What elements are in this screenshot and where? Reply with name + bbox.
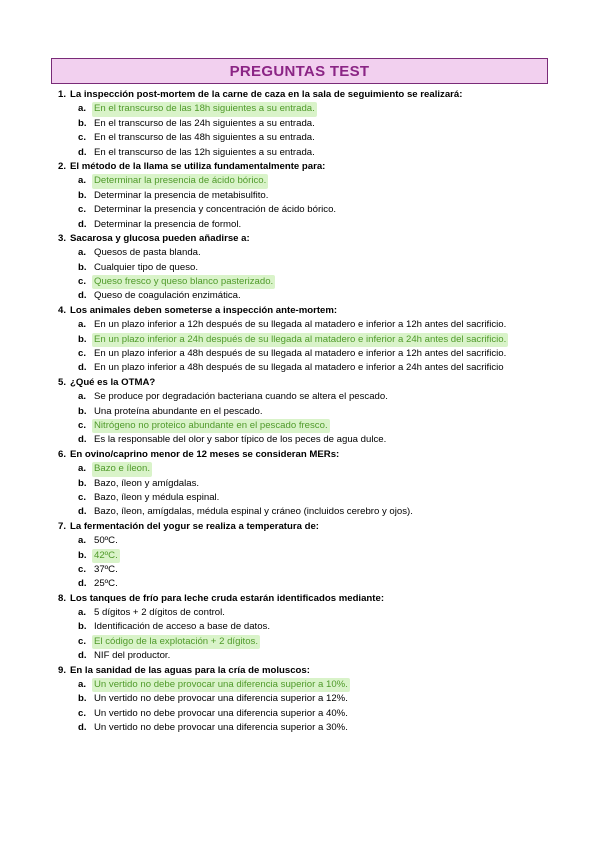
- option-letter: b.: [78, 405, 87, 417]
- option-text: Un vertido no debe provocar una diferencia superior a 12%.: [94, 693, 348, 705]
- option-text: 42ºC.: [92, 549, 120, 563]
- question-item: [58, 160, 538, 232]
- question-text: El método de la llama se utiliza fundamentalmente para:: [70, 160, 326, 172]
- option-letter: d.: [78, 362, 87, 374]
- option-letter: d.: [78, 578, 87, 590]
- question-heading: [58, 448, 538, 462]
- answer-option: [58, 246, 538, 260]
- answer-option-correct: [58, 462, 538, 476]
- question-heading: [58, 592, 538, 606]
- answer-option: [58, 289, 538, 303]
- title-banner: [51, 58, 548, 84]
- option-text: Bazo, íleon y médula espinal.: [94, 491, 220, 503]
- question-number: 7.: [58, 520, 67, 532]
- answer-option: [58, 491, 538, 505]
- option-letter: a.: [78, 679, 87, 691]
- answer-option: [58, 707, 538, 721]
- question-number: 3.: [58, 232, 67, 244]
- option-text: Cualquier tipo de queso.: [94, 261, 199, 273]
- option-text: En un plazo inferior a 24h después de su llegada al matadero e inferior a 24h antes del sacrificio.: [92, 333, 508, 347]
- question-item: [58, 448, 538, 520]
- option-text: En el transcurso de las 48h siguientes a su entrada.: [94, 132, 315, 144]
- option-letter: c.: [78, 707, 87, 719]
- option-text: 5 dígitos + 2 dígitos de control.: [94, 607, 225, 619]
- option-letter: a.: [78, 391, 87, 403]
- answer-option: [58, 390, 538, 404]
- question-list: [58, 88, 538, 736]
- option-letter: b.: [78, 693, 87, 705]
- option-letter: c.: [78, 491, 87, 503]
- option-letter: a.: [78, 319, 87, 331]
- option-text: En un plazo inferior a 48h después de su llegada al matadero e inferior a 12h antes del sacrificio.: [94, 348, 507, 360]
- answer-option: [58, 218, 538, 232]
- question-text: ¿Qué es la OTMA?: [70, 376, 156, 388]
- answer-option: [58, 405, 538, 419]
- option-letter: a.: [78, 535, 87, 547]
- answer-option-correct: [58, 275, 538, 289]
- option-text: En un plazo inferior a 48h después de su llegada al matadero e inferior a 24h antes del sacrificio: [94, 362, 504, 374]
- option-text: Un vertido no debe provocar una diferencia superior a 10%.: [92, 678, 350, 692]
- answer-option: [58, 620, 538, 634]
- answer-option: [58, 131, 538, 145]
- answer-option: [58, 649, 538, 663]
- option-text: Queso fresco y queso blanco pasterizado.: [92, 275, 275, 289]
- option-letter: c.: [78, 276, 87, 288]
- option-text: Un vertido no debe provocar una diferencia superior a 30%.: [94, 722, 348, 734]
- answer-option: [58, 361, 538, 375]
- question-text: Los animales deben someterse a inspección ante-mortem:: [70, 304, 338, 316]
- answer-option: [58, 577, 538, 591]
- option-text: Quesos de pasta blanda.: [94, 247, 201, 259]
- question-number: 5.: [58, 376, 67, 388]
- question-number: 4.: [58, 304, 67, 316]
- answer-option-correct: [58, 174, 538, 188]
- answer-option: [58, 189, 538, 203]
- answer-option: [58, 534, 538, 548]
- option-letter: c.: [78, 132, 87, 144]
- option-text: Identificación de acceso a base de datos.: [94, 621, 271, 633]
- option-letter: b.: [78, 261, 87, 273]
- option-letter: c.: [78, 204, 87, 216]
- answer-option: [58, 721, 538, 735]
- answer-option: [58, 563, 538, 577]
- option-letter: c.: [78, 635, 87, 647]
- question-text: La fermentación del yogur se realiza a temperatura de:: [70, 520, 319, 532]
- option-text: El código de la explotación + 2 dígitos.: [92, 635, 260, 649]
- answer-option-correct: [58, 419, 538, 433]
- option-text: Determinar la presencia de formol.: [94, 218, 242, 230]
- option-letter: d.: [78, 434, 87, 446]
- option-text: Es la responsable del olor y sabor típico de los peces de agua dulce.: [94, 434, 387, 446]
- question-heading: [58, 664, 538, 678]
- question-number: 6.: [58, 448, 67, 460]
- answer-option: [58, 692, 538, 706]
- question-text: En la sanidad de las aguas para la cría de moluscos:: [70, 664, 310, 676]
- answer-option: [58, 146, 538, 160]
- question-text: En ovino/caprino menor de 12 meses se consideran MERs:: [70, 448, 340, 460]
- answer-option: [58, 117, 538, 131]
- option-letter: c.: [78, 419, 87, 431]
- option-text: Determinar la presencia y concentración de ácido bórico.: [94, 204, 337, 216]
- answer-option: [58, 318, 538, 332]
- answer-option-correct: [58, 678, 538, 692]
- option-letter: a.: [78, 175, 87, 187]
- option-letter: b.: [78, 477, 87, 489]
- question-heading: [58, 160, 538, 174]
- option-letter: d.: [78, 290, 87, 302]
- option-letter: d.: [78, 722, 87, 734]
- answer-option: [58, 261, 538, 275]
- option-text: Bazo e íleon.: [92, 462, 152, 476]
- option-text: Bazo, íleon y amígdalas.: [94, 477, 200, 489]
- option-letter: b.: [78, 549, 87, 561]
- option-letter: a.: [78, 607, 87, 619]
- option-letter: b.: [78, 621, 87, 633]
- question-item: [58, 304, 538, 376]
- option-text: En el transcurso de las 18h siguientes a su entrada.: [92, 102, 317, 116]
- option-letter: a.: [78, 247, 87, 259]
- option-text: Determinar la presencia de ácido bórico.: [92, 174, 268, 188]
- question-item: [58, 88, 538, 160]
- question-text: Los tanques de frío para leche cruda estarán identificados mediante:: [70, 592, 385, 604]
- option-letter: c.: [78, 563, 87, 575]
- answer-option: [58, 505, 538, 519]
- option-text: Nitrógeno no proteico abundante en el pescado fresco.: [92, 419, 330, 433]
- option-letter: a.: [78, 103, 87, 115]
- answer-option-correct: [58, 635, 538, 649]
- answer-option-correct: [58, 549, 538, 563]
- option-text: 37ºC.: [94, 563, 118, 575]
- option-letter: d.: [78, 218, 87, 230]
- option-letter: d.: [78, 146, 87, 158]
- question-item: [58, 520, 538, 592]
- answer-option: [58, 203, 538, 217]
- option-text: Bazo, íleon, amígdalas, médula espinal y cráneo (incluidos cerebro y ojos).: [94, 506, 413, 518]
- option-text: Una proteína abundante en el pescado.: [94, 405, 263, 417]
- question-text: La inspección post-mortem de la carne de caza en la sala de seguimiento se realizará:: [70, 89, 463, 100]
- question-number: 8.: [58, 592, 67, 604]
- option-letter: b.: [78, 333, 87, 345]
- option-text: Se produce por degradación bacteriana cuando se altera el pescado.: [94, 391, 388, 403]
- question-item: [58, 376, 538, 448]
- answer-option: [58, 347, 538, 361]
- answer-option: [58, 433, 538, 447]
- question-heading: [58, 232, 538, 246]
- option-text: Un vertido no debe provocar una diferencia superior a 40%.: [94, 707, 348, 719]
- question-item: [58, 592, 538, 664]
- question-heading: [58, 88, 538, 102]
- answer-option-correct: [58, 333, 538, 347]
- option-text: En el transcurso de las 12h siguientes a su entrada.: [94, 146, 315, 158]
- question-heading: [58, 520, 538, 534]
- option-text: Determinar la presencia de metabisulfito.: [94, 189, 269, 201]
- question-item: [58, 232, 538, 304]
- answer-option-correct: [58, 102, 538, 116]
- question-number: 2.: [58, 160, 67, 172]
- question-heading: [58, 304, 538, 318]
- option-text: En el transcurso de las 24h siguientes a su entrada.: [94, 117, 315, 129]
- option-text: Queso de coagulación enzimática.: [94, 290, 241, 302]
- question-heading: [58, 376, 538, 390]
- option-text: En un plazo inferior a 12h después de su llegada al matadero e inferior a 12h antes del sacrificio.: [94, 319, 507, 331]
- question-text: Sacarosa y glucosa pueden añadirse a:: [70, 232, 250, 244]
- question-number: 1.: [58, 89, 67, 100]
- option-letter: d.: [78, 506, 87, 518]
- option-letter: b.: [78, 189, 87, 201]
- option-letter: a.: [78, 463, 87, 475]
- question-item: [58, 664, 538, 736]
- page-title: PREGUNTAS TEST: [229, 62, 370, 80]
- answer-option: [58, 606, 538, 620]
- option-letter: d.: [78, 650, 87, 662]
- option-text: 50ºC.: [94, 535, 118, 547]
- option-letter: c.: [78, 348, 87, 360]
- option-text: 25ºC.: [94, 578, 118, 590]
- answer-option: [58, 477, 538, 491]
- question-number: 9.: [58, 664, 67, 676]
- option-text: NIF del productor.: [94, 650, 171, 662]
- option-letter: b.: [78, 117, 87, 129]
